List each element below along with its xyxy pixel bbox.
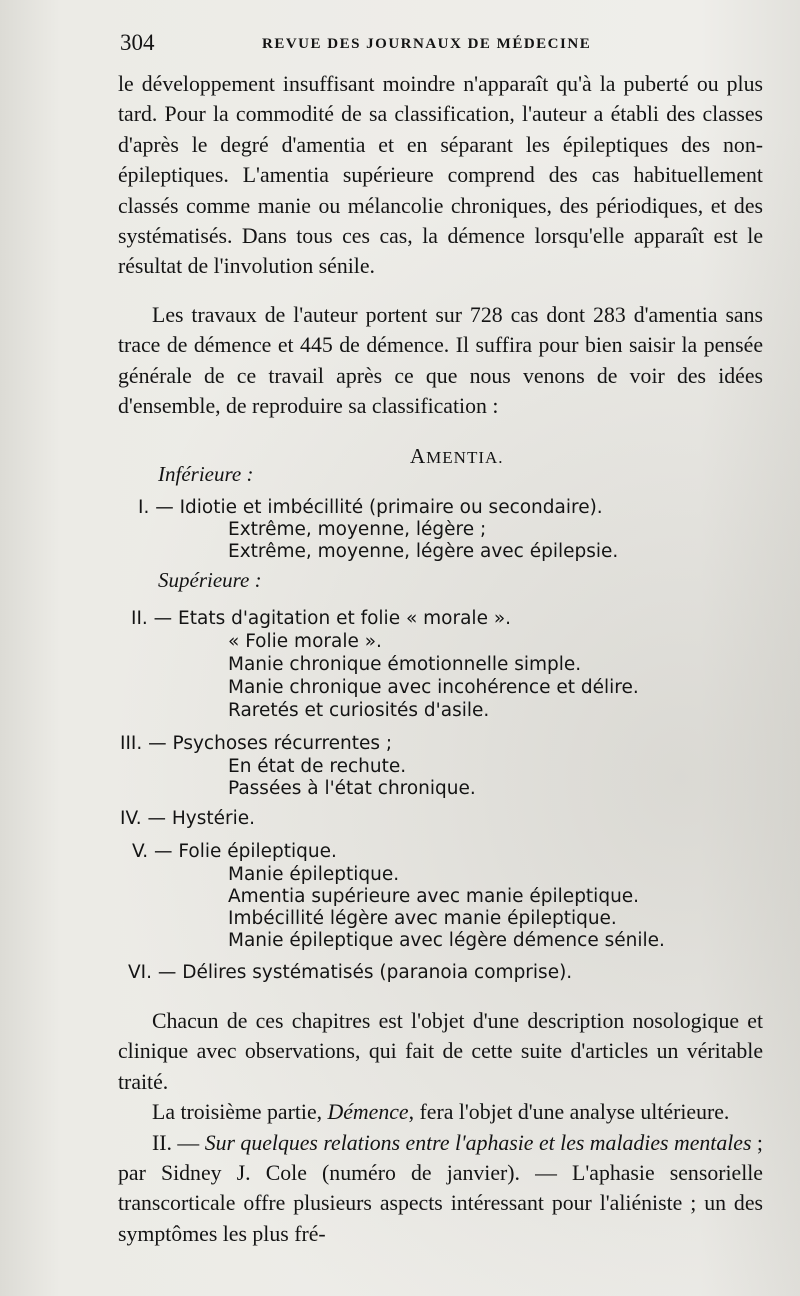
paragraph-1-text: le développement insuffisant moindre n'apparaît qu'à la puberté ou plus tard. Pour la commodité de sa classification, l'auteur a établi des classes d'après le degré d'amentia et en séparant les épileptiques des non-épileptiques. L'amentia supérieure comprend des cas habituellement classés comme manie ou mélancolie chroniques, des périodiques, et des systématisés. Dans tous ces cas, la démence lorsqu'elle apparaît est le résultat de l'involution sénile. [118, 72, 763, 279]
class-line-12: IV. — Hystérie. [120, 808, 256, 829]
class-line-4: II. — Etats d'agitation et folie « morale ». [131, 608, 512, 629]
class-line-8: Raretés et curiosités d'asile. [228, 700, 490, 721]
class-line-16: Imbécillité légère avec manie épileptique. [228, 908, 617, 929]
subhead-superieure: Supérieure : [158, 568, 262, 592]
classification-title-initial: A [410, 444, 427, 468]
paragraph-5 [118, 1128, 763, 1250]
class-line-3: Extrême, moyenne, légère avec épilepsie. [228, 541, 619, 562]
paragraph-4 [118, 1097, 763, 1127]
paragraph-4-end: , fera l'objet d'une analyse ultérieure. [408, 1100, 730, 1125]
paragraph-3-text: Chacun de ces chapitres est l'objet d'une description nosologique et clinique avec observations, qui fait de cette suite d'articles un véritable traité. [118, 1009, 763, 1094]
class-line-13: V. — Folie épileptique. [132, 841, 337, 862]
page-header [120, 30, 760, 64]
class-line-18: VI. — Délires systématisés (paranoia comprise). [128, 962, 573, 983]
paragraph-2 [118, 300, 763, 422]
paragraph-5-end: ; par Sidney J. Cole (numéro de janvier). — L'aphasie sensorielle transcorticale offre plusieurs aspects intéressant pour l'aliéniste ; un des symptômes les plus fré- [118, 1130, 763, 1246]
subhead-inferieure: Inférieure : [158, 462, 254, 486]
paragraph-5-num: II. — [152, 1130, 205, 1155]
running-title: REVUE DES JOURNAUX DE MÉDECINE [262, 36, 592, 52]
class-line-10: En état de rechute. [228, 756, 407, 777]
class-line-9: III. — Psychoses récurrentes ; [120, 733, 393, 754]
class-line-5: « Folie morale ». [228, 631, 382, 652]
class-line-6: Manie chronique émotionnelle simple. [228, 654, 582, 675]
class-line-14: Manie épileptique. [228, 864, 400, 885]
class-line-11: Passées à l'état chronique. [228, 778, 476, 799]
paragraph-2-text: Les travaux de l'auteur portent sur 728 cas dont 283 d'amentia sans trace de démence et 445 de démence. Il suffira pour bien saisir la pensée générale de ce travail après ce que nous venons de voir des idées d'ensemble, de reproduire sa classification : [118, 303, 763, 419]
class-line-15: Amentia supérieure avec manie épileptique. [228, 886, 640, 907]
class-line-2: Extrême, moyenne, légère ; [228, 519, 487, 540]
classification-title-rest: MENTIA. [426, 448, 504, 467]
paragraph-4-start: La troisième partie, [152, 1100, 328, 1125]
page-number: 304 [120, 30, 155, 55]
paragraph-5-italic-title: Sur quelques relations entre l'aphasie et les maladies mentales [204, 1130, 752, 1155]
class-line-1: I. — Idiotie et imbécillité (primaire ou secondaire). [138, 497, 603, 518]
paragraph-3-group [118, 1006, 763, 1249]
class-line-17: Manie épileptique avec légère démence sénile. [228, 930, 665, 951]
class-line-7: Manie chronique avec incohérence et délire. [228, 677, 639, 698]
paragraph-1 [118, 69, 763, 282]
classification-title [410, 444, 504, 469]
paragraph-4-italic: Démence [327, 1100, 409, 1125]
